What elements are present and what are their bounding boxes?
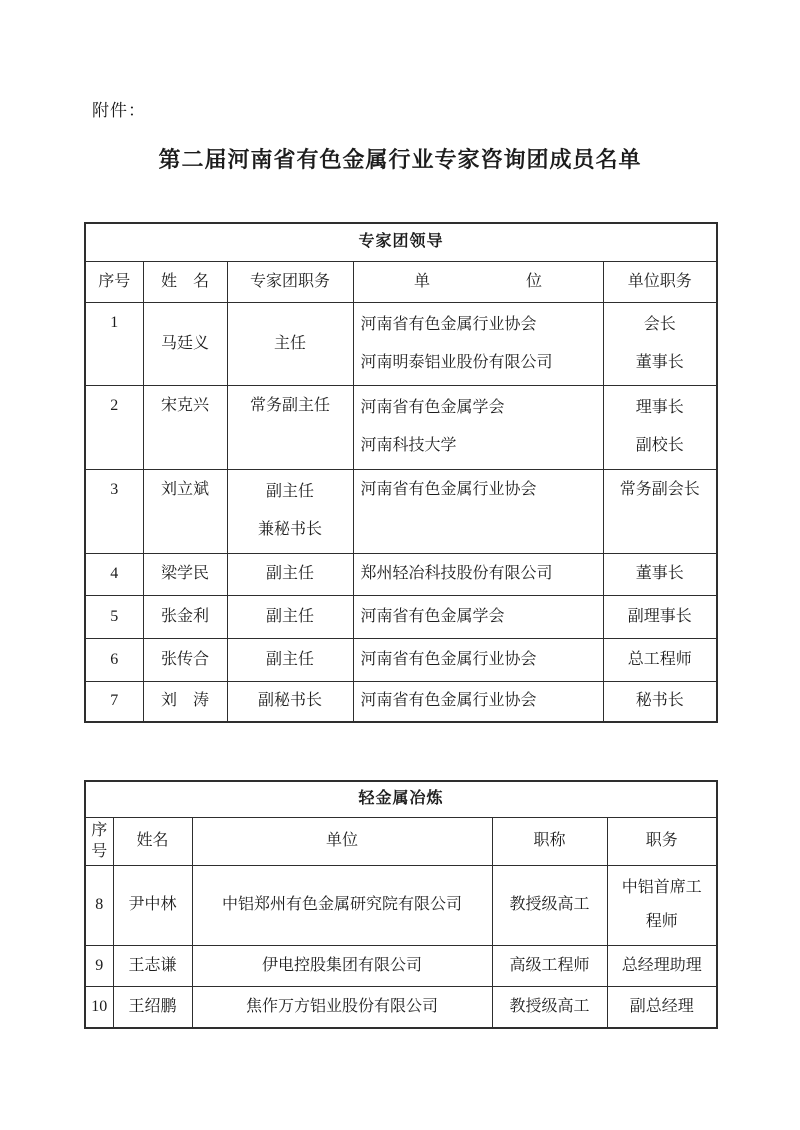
cell-prof-title: 教授级高工 <box>492 986 607 1028</box>
unit-line: 河南省有色金属行业协会 <box>360 315 537 333</box>
col-header-name: 姓 名 <box>143 261 227 302</box>
cell-role: 副主任 <box>227 595 353 638</box>
cell-post: 总经理助理 <box>607 945 717 986</box>
role-line: 兼秘书长 <box>257 521 322 538</box>
cell-name: 王志谦 <box>113 945 192 986</box>
cell-post <box>607 865 717 945</box>
cell-name: 张金利 <box>143 595 227 638</box>
cell-unit: 河南省有色金属行业协会 <box>353 638 603 681</box>
table-row <box>85 865 717 945</box>
cell-unit-post: 常务副会长 <box>603 469 717 553</box>
table-row <box>85 385 717 469</box>
cell-role: 副主任 <box>227 638 353 681</box>
col-header-unit-post: 单位职务 <box>603 261 717 302</box>
cell-unit-post: 董事长 <box>603 553 717 595</box>
table1-header-row <box>85 261 717 302</box>
cell-no: 7 <box>85 681 143 722</box>
cell-unit-post: 副理事长 <box>603 595 717 638</box>
table-row <box>85 638 717 681</box>
col-header-role: 专家团职务 <box>227 261 353 302</box>
cell-name: 梁学民 <box>143 553 227 595</box>
cell-unit-post: 秘书长 <box>603 681 717 722</box>
cell-unit: 河南省有色金属行业协会 <box>353 681 603 722</box>
col-header-no: 序号 <box>85 817 113 865</box>
cell-unit <box>353 385 603 469</box>
cell-name: 尹中林 <box>113 865 192 945</box>
cell-unit-post <box>603 385 717 469</box>
cell-name: 刘立斌 <box>143 469 227 553</box>
cell-post: 副总经理 <box>607 986 717 1028</box>
table2-title: 轻金属冶炼 <box>85 781 717 817</box>
light-metal-smelting-table <box>84 780 718 1029</box>
table-row <box>85 595 717 638</box>
table2-header-row <box>85 817 717 865</box>
cell-role: 副秘书长 <box>227 681 353 722</box>
cell-name: 马廷义 <box>143 302 227 385</box>
attachment-label: 附件： <box>92 101 146 120</box>
post-line: 程师 <box>645 913 678 930</box>
post-line: 会长 <box>643 315 676 333</box>
table-row <box>85 945 717 986</box>
table1-title-row <box>85 223 717 261</box>
cell-prof-title: 高级工程师 <box>492 945 607 986</box>
unit-line: 河南明泰铝业股份有限公司 <box>360 353 553 371</box>
col-header-post: 职务 <box>607 817 717 865</box>
cell-no: 9 <box>85 945 113 986</box>
post-line: 中铝首席工 <box>621 879 702 896</box>
table-row <box>85 469 717 553</box>
cell-unit <box>353 302 603 385</box>
cell-no: 5 <box>85 595 143 638</box>
cell-no: 8 <box>85 865 113 945</box>
cell-role: 常务副主任 <box>227 385 353 469</box>
table-row <box>85 986 717 1028</box>
unit-line: 河南省有色金属学会 <box>360 399 505 416</box>
col-header-name: 姓名 <box>113 817 192 865</box>
unit-line: 河南科技大学 <box>360 437 457 454</box>
cell-unit: 中铝郑州有色金属研究院有限公司 <box>192 865 492 945</box>
cell-unit: 焦作万方铝业股份有限公司 <box>192 986 492 1028</box>
cell-name: 王绍鹏 <box>113 986 192 1028</box>
table-row <box>85 553 717 595</box>
cell-no: 1 <box>85 302 143 385</box>
cell-name: 宋克兴 <box>143 385 227 469</box>
cell-role: 主任 <box>227 302 353 385</box>
cell-role <box>227 469 353 553</box>
cell-unit: 河南省有色金属行业协会 <box>353 469 603 553</box>
cell-unit: 伊电控股集团有限公司 <box>192 945 492 986</box>
cell-no: 2 <box>85 385 143 469</box>
col-header-unit: 单位 <box>192 817 492 865</box>
role-line: 副主任 <box>265 483 314 500</box>
post-line: 理事长 <box>635 399 684 416</box>
table2-title-row <box>85 781 717 817</box>
table-row <box>85 681 717 722</box>
post-line: 董事长 <box>635 353 684 371</box>
cell-unit-post <box>603 302 717 385</box>
page-title: 第二届河南省有色金属行业专家咨询团成员名单 <box>158 147 642 172</box>
post-line: 副校长 <box>635 437 684 454</box>
cell-name: 张传合 <box>143 638 227 681</box>
cell-no: 6 <box>85 638 143 681</box>
cell-role: 副主任 <box>227 553 353 595</box>
expert-leadership-table <box>84 222 718 723</box>
table1-title: 专家团领导 <box>85 223 717 261</box>
cell-no: 3 <box>85 469 143 553</box>
cell-unit: 郑州轻冶科技股份有限公司 <box>353 553 603 595</box>
cell-unit: 河南省有色金属学会 <box>353 595 603 638</box>
col-header-no: 序号 <box>85 261 143 302</box>
cell-no: 4 <box>85 553 143 595</box>
col-header-prof-title: 职称 <box>492 817 607 865</box>
cell-unit-post: 总工程师 <box>603 638 717 681</box>
cell-no: 10 <box>85 986 113 1028</box>
cell-name: 刘 涛 <box>143 681 227 722</box>
table-row <box>85 302 717 385</box>
col-header-unit: 单 位 <box>353 261 603 302</box>
cell-prof-title: 教授级高工 <box>492 865 607 945</box>
